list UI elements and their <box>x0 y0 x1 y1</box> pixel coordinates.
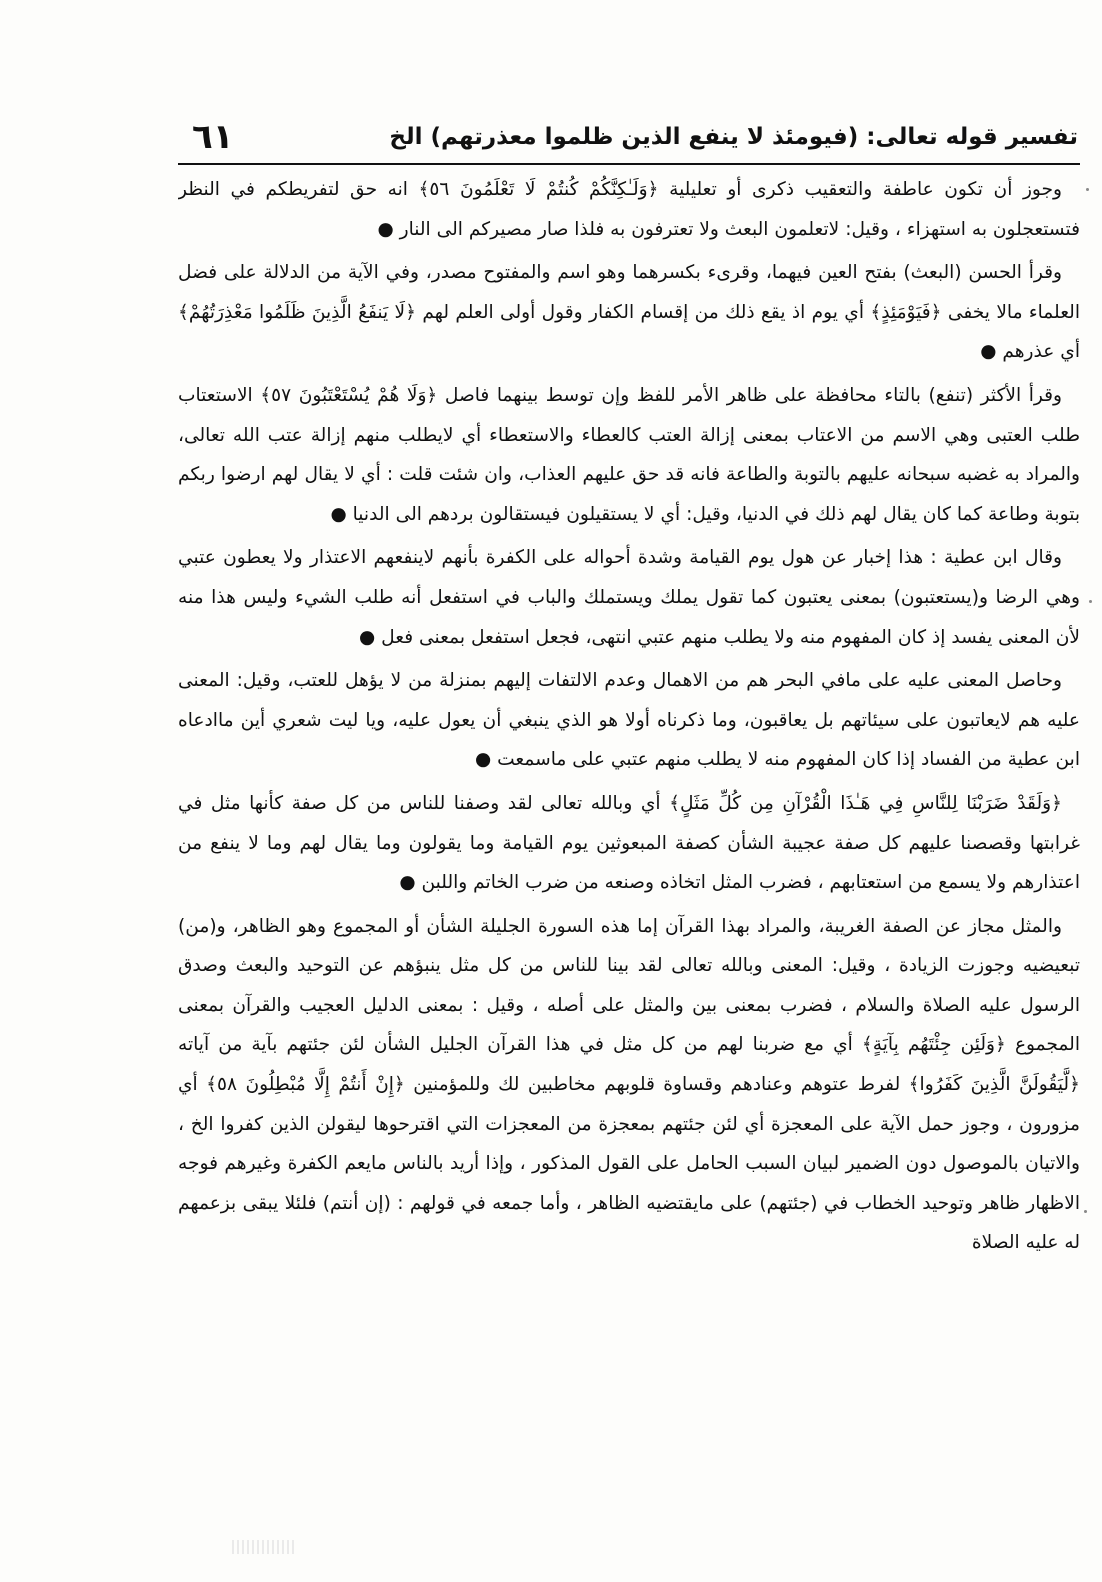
page-number: ٦١ <box>192 117 234 157</box>
header-title: تفسير قوله تعالى: (فيومئذ لا ينفع الذين ظلموا معذرتهم) الخ <box>389 124 1078 150</box>
running-header <box>178 112 1078 162</box>
scan-speck <box>1084 1210 1087 1213</box>
paragraph-1: وجوز أن تكون عاطفة والتعقيب ذكرى أو تعليلية ﴿وَلَـٰكِنَّكُمْ كُنتُمْ لَا تَعْلَمُونَ ٥٦﴾ انه حق لتفريطكم في النظر فتستعجلون به استهزاء ، وقيل: لاتعلمون البعث ولا تعترفون به فلذا صار مصيركم الى النار ● <box>178 179 1080 240</box>
scan-artifact <box>232 1540 296 1554</box>
paragraph-3: وقرأ الأكثر (تنفع) بالتاء محافظة على ظاهر الأمر للفظ وإن توسط بينهما فاصل ﴿وَلَا هُمْ يُسْتَعْتَبُونَ ٥٧﴾ الاستعتاب طلب العتبى وهي الاسم من الاعتاب بمعنى إزالة العتب كالعطاء والاستعطاء أي لايطلب منهم إزالة عتب الله تعالى، والمراد به غضبه سبحانه عليهم بالتوبة والطاعة فانه قد حق عليهم العذاب، وان شئت قلت : أي لا يقال لهم ارضوا ربكم بتوبة وطاعة كما كان يقال لهم ذلك في الدنيا، وقيل: أي لا يستقيلون فيستقالون بردهم الى الدنيا ● <box>178 384 1080 525</box>
paragraph-2: وقرأ الحسن (البعث) بفتح العين فيهما، وقرىء بكسرهما وهو اسم والمفتوح مصدر، وفي الآية من الدلالة على فضل العلماء مالا يخفى ﴿فَيَوْمَئِذٍ﴾ أي يوم اذ يقع ذلك من إقسام الكفار وقول أولى العلم لهم ﴿لَا يَنفَعُ الَّذِينَ ظَلَمُوا مَعْذِرَتُهُمْ﴾ أي عذرهم ● <box>178 262 1080 363</box>
paragraph-5: وحاصل المعنى عليه على مافي البحر هم من الاهمال وعدم الالتفات إليهم بمنزلة من لا يؤهل للعتب، وقيل: المعنى عليه هم لايعاتبون على سيئاتهم بل يعاقبون، وما ذكرناه أولا هو الذي ينبغي أن يعول عليه، ويا ليت شعري أين ماادعاه ابن عطية من الفساد إذا كان المفهوم منه لا يطلب منهم عتبي على ماسمعت ● <box>178 670 1080 771</box>
paragraph-6: ﴿وَلَقَدْ ضَرَبْنَا لِلنَّاسِ فِي هَـٰذَا الْقُرْآنِ مِن كُلِّ مَثَلٍ﴾ أي وبالله تعالى لقد وصفنا للناس من كل صفة كأنها مثل في غرابتها وقصصنا عليهم كل صفة عجيبة الشأن كصفة المبعوثين يوم القيامة وما يقولون وما يقال لهم وما لا ينفع من اعتذارهم ولا يسمع من استعتابهم ، فضرب المثل اتخاذه وصنعه من ضرب الخاتم واللبن ● <box>178 792 1080 894</box>
scan-speck <box>1089 600 1092 603</box>
scan-speck <box>1086 188 1089 191</box>
header-rule <box>178 163 1080 165</box>
tafsir-body <box>178 170 1080 1510</box>
paragraph-4: وقال ابن عطية : هذا إخبار عن هول يوم القيامة وشدة أحواله على الكفرة بأنهم لاينفعهم الاعتذار ولا يعطون عتبي وهي الرضا و(يستعتبون) بمعنى يعتبون كما تقول يملك ويستملك والباب في استفعل أنه طلب الشيء وليس هذا منه لأن المعنى يفسد إذ كان المفهوم منه ولا يطلب منهم عتبي انتهى، فجعل استفعل بمعنى فعل ● <box>178 547 1080 648</box>
paragraph-7: والمثل مجاز عن الصفة الغريبة، والمراد بهذا القرآن إما هذه السورة الجليلة الشأن أو المجموع وهو الظاهر، و(من) تبعيضيه وجوزت الزيادة ، وقيل: المعنى وبالله تعالى لقد بينا للناس من كل مثل ينبؤهم عن التوحيد والبعث وصدق الرسول عليه الصلاة والسلام ، فضرب بمعنى بين والمثل على أصله ، وقيل : بمعنى الدليل العجيب والقرآن بمعنى المجموع ﴿وَلَئِن جِئْتَهُم بِآيَةٍ﴾ أي مع ضربنا لهم من كل مثل في هذا القرآن الجليل الشأن لئن جئتهم بآية من آياته ﴿لَّيَقُولَنَّ الَّذِينَ كَفَرُوا﴾ لفرط عتوهم وعنادهم وقساوة قلوبهم مخاطبين لك وللمؤمنين ﴿إِنْ أَنتُمْ إِلَّا مُبْطِلُونَ ٥٨﴾ أي مزورون ، وجوز حمل الآية على المعجزة أي لئن جئتهم بمعجزة من المعجزات التي اقترحوها ليقولن الذين كفروا الخ ، والاتيان بالموصول دون الضمير لبيان السبب الحامل على القول المذكور ، وإذا أريد بالناس مايعم الكفرة وغيرهم فوجه الاظهار ظاهر وتوحيد الخطاب في (جئتهم) على مايقتضيه الظاهر ، وأما جمعه في قولهم : (إن أنتم) فلئلا يبقى بزعمهم له عليه الصلاة <box>178 915 1080 1254</box>
